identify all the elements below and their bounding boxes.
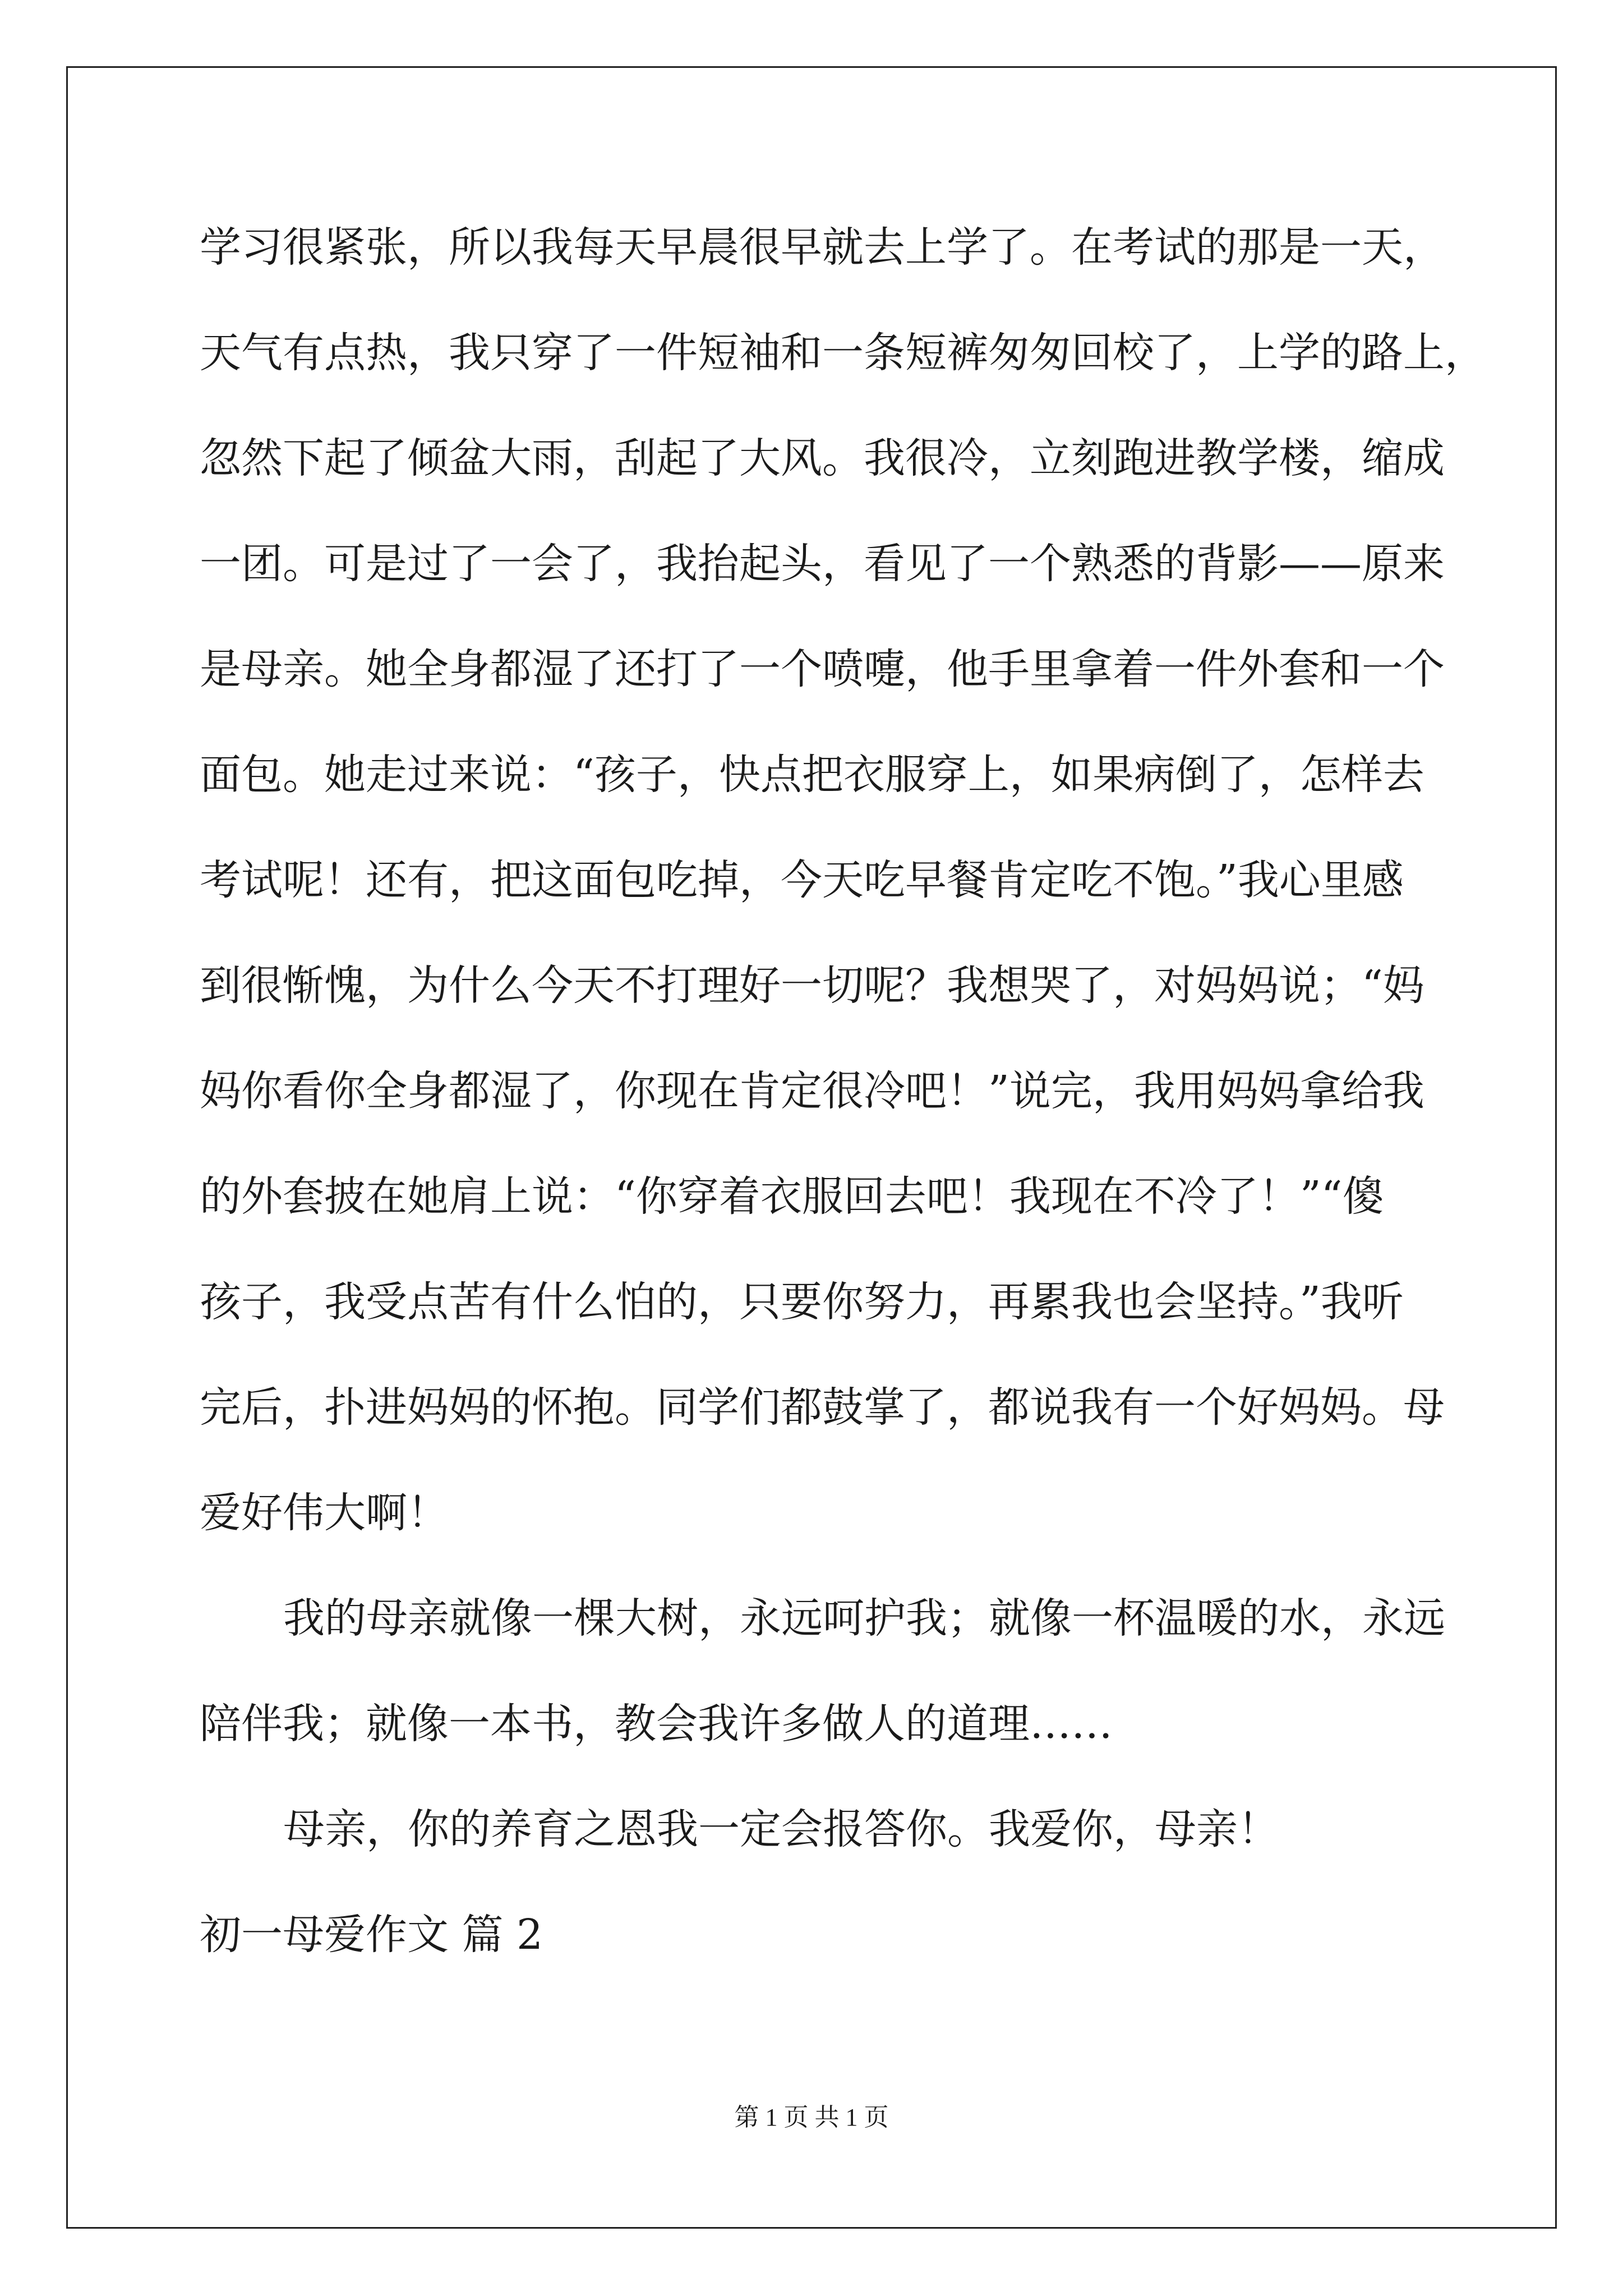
- paragraph-3-line-1: 母亲，你的养育之恩我一定会报答你。我爱你，母亲！: [283, 1805, 1279, 1853]
- body-line-8: 到很惭愧，为什么今天不打理好一切呢？我想哭了，对妈妈说；“妈: [200, 961, 1424, 1010]
- section-heading: 初一母爱作文 篇 2: [200, 1911, 543, 1959]
- body-line-12: 完后，扑进妈妈的怀抱。同学们都鼓掌了，都说我有一个好妈妈。母: [200, 1383, 1445, 1432]
- paragraph-2-line-2: 陪伴我；就像一本书，教会我许多做人的道理……: [200, 1700, 1113, 1748]
- body-line-7: 考试呢！还有，把这面包吃掉，今天吃早餐肯定吃不饱。”我心里感: [200, 856, 1404, 904]
- body-line-11: 孩子，我受点苦有什么怕的，只要你努力，再累我也会坚持。”我听: [200, 1278, 1404, 1326]
- page-footer: 第 1 页 共 1 页: [734, 2104, 889, 2131]
- body-line-5: 是母亲。她全身都湿了还打了一个喷嚏，他手里拿着一件外套和一个: [200, 645, 1445, 693]
- paragraph-2-line-1: 我的母亲就像一棵大树，永远呵护我；就像一杯温暖的水，永远: [283, 1594, 1445, 1642]
- body-line-2: 天气有点热，我只穿了一件短袖和一条短裤匆匆回校了，上学的路上，: [200, 329, 1486, 377]
- body-line-1: 学习很紧张，所以我每天早晨很早就去上学了。在考试的那是一天，: [200, 223, 1445, 272]
- page-border: [66, 66, 1557, 2229]
- body-line-10: 的外套披在她肩上说：“你穿着衣服回去吧！我现在不冷了！”“傻: [200, 1172, 1384, 1221]
- body-line-9: 妈你看你全身都湿了，你现在肯定很冷吧！”说完，我用妈妈拿给我: [200, 1067, 1424, 1115]
- body-line-13: 爱好伟大啊！: [200, 1489, 449, 1537]
- body-line-4: 一团。可是过了一会了，我抬起头，看见了一个熟悉的背影——原来: [200, 540, 1445, 588]
- body-line-6: 面包。她走过来说：“孩子，快点把衣服穿上，如果病倒了，怎样去: [200, 751, 1424, 799]
- body-line-3: 忽然下起了倾盆大雨，刮起了大风。我很冷，立刻跑进教学楼，缩成: [200, 434, 1445, 482]
